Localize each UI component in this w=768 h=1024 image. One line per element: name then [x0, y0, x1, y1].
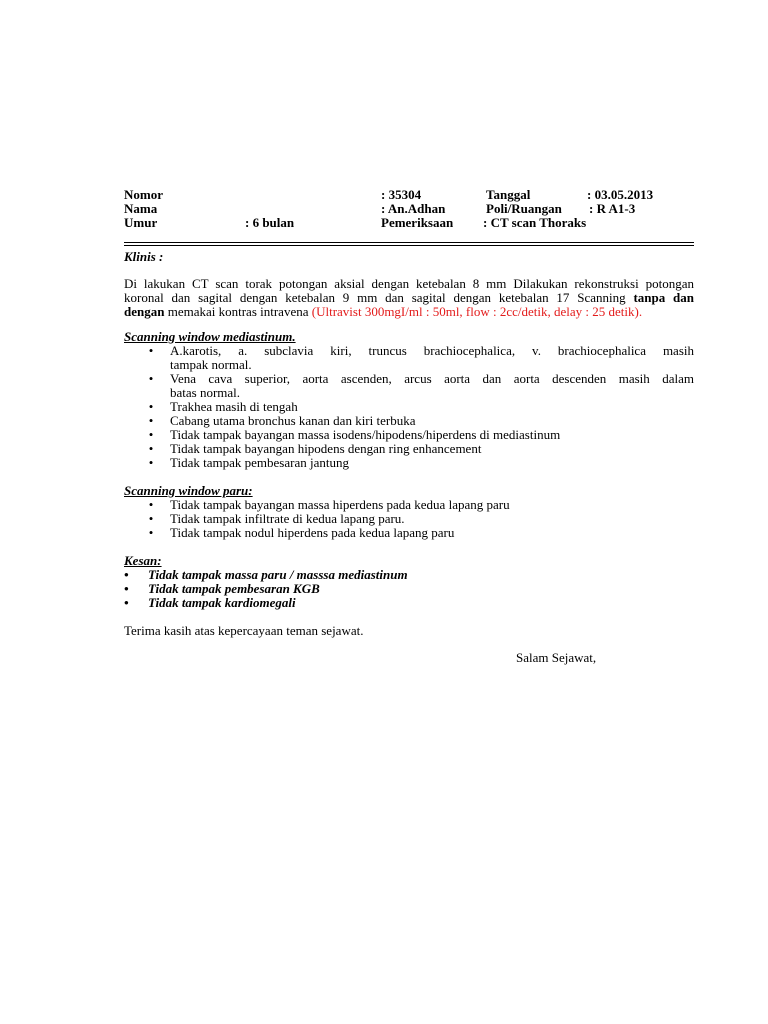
klinis-heading: Klinis : [124, 249, 164, 264]
umur-value: : 6 bulan [245, 215, 295, 230]
bullet-icon: • [124, 595, 129, 610]
kesan-heading: Kesan: [124, 553, 162, 568]
klinis-line-3-bold: dengan [124, 304, 165, 319]
klinis-line-3-text: memakai kontras intravena [167, 304, 309, 319]
mediastinum-item: Trakhea masih di tengah [170, 399, 298, 414]
klinis-line-3 [124, 304, 642, 320]
paru-item: Tidak tampak bayangan massa hiperdens pada kedua lapang paru [170, 497, 510, 512]
bullet-icon: • [148, 399, 154, 414]
mediastinum-heading: Scanning window mediastinum. [124, 329, 296, 344]
tanggal-label: Tanggal [486, 187, 531, 202]
bullet-icon: • [148, 343, 154, 358]
umur-label: Umur [124, 215, 158, 230]
mediastinum-item: Tidak tampak pembesaran jantung [170, 455, 349, 470]
bullet-icon: • [148, 371, 154, 386]
mediastinum-item-cont: tampak normal. [170, 357, 252, 372]
paru-heading: Scanning window paru: [124, 483, 253, 498]
mediastinum-item: Vena cava superior, aorta ascenden, arcus aorta dan aorta descenden masih dalam [170, 371, 694, 386]
mediastinum-item: Tidak tampak bayangan hipodens dengan ring enhancement [170, 441, 482, 456]
kesan-item: Tidak tampak pembesaran KGB [148, 581, 320, 596]
kesan-item: Tidak tampak massa paru / masssa mediastinum [148, 567, 408, 582]
nama-value: : An.Adhan [381, 201, 446, 216]
poli-value: : R A1-3 [589, 201, 636, 216]
mediastinum-item: Cabang utama bronchus kanan dan kiri terbuka [170, 413, 416, 428]
klinis-line-1: Di lakukan CT scan torak potongan aksial dengan ketebalan 8 mm Dilakukan rekonstruksi potongan [124, 276, 694, 291]
bullet-icon: • [148, 497, 154, 512]
mediastinum-item-cont: batas normal. [170, 385, 241, 400]
mediastinum-item: Tidak tampak bayangan massa isodens/hipodens/hiperdens di mediastinum [170, 427, 561, 442]
bullet-icon: • [148, 525, 154, 540]
bullet-icon: • [148, 511, 154, 526]
header-divider-bottom [124, 245, 694, 246]
closing-salutation: Salam Sejawat, [516, 650, 597, 665]
bullet-icon: • [124, 581, 129, 596]
nomor-value: : 35304 [381, 187, 422, 202]
poli-label: Poli/Ruangan [486, 201, 562, 216]
nama-label: Nama [124, 201, 158, 216]
closing-thanks: Terima kasih atas kepercayaan teman sejawat. [124, 623, 364, 638]
klinis-line-2-bold: tanpa dan [633, 290, 694, 305]
pemeriksaan-label: Pemeriksaan [381, 215, 454, 230]
paru-item: Tidak tampak infiltrate di kedua lapang paru. [170, 511, 405, 526]
header-divider-top [124, 242, 694, 243]
nomor-label: Nomor [124, 187, 163, 202]
mediastinum-item: A.karotis, a. subclavia kiri, truncus brachiocephalica, v. brachiocephalica masih [170, 343, 694, 358]
pemeriksaan-value: : CT scan Thoraks [483, 215, 587, 230]
bullet-icon: • [148, 413, 154, 428]
tanggal-value: : 03.05.2013 [587, 187, 654, 202]
contrast-details: (Ultravist 300mgI/ml : 50ml, flow : 2cc/detik, delay : 25 detik). [311, 304, 643, 319]
klinis-line-2-text: koronal dan sagital dengan ketebalan 9 mm dan sagital dengan ketebalan 17 Scanning [124, 290, 626, 305]
bullet-icon: • [148, 441, 154, 456]
kesan-item: Tidak tampak kardiomegali [148, 595, 296, 610]
bullet-icon: • [148, 455, 154, 470]
paru-item: Tidak tampak nodul hiperdens pada kedua lapang paru [170, 525, 455, 540]
bullet-icon: • [124, 567, 129, 582]
bullet-icon: • [148, 427, 154, 442]
